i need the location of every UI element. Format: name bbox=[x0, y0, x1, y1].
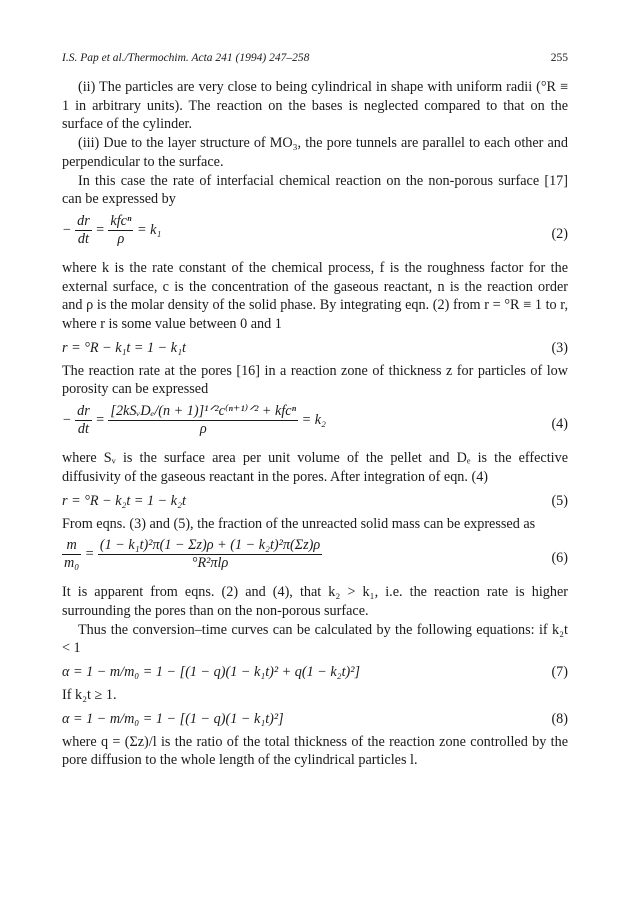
page-header bbox=[62, 52, 568, 64]
equation-number: (8) bbox=[551, 710, 568, 727]
equation-number: (7) bbox=[551, 664, 568, 681]
equation-number: (3) bbox=[551, 339, 568, 356]
paragraph-k-comparison: It is apparent from eqns. (2) and (4), that k₂ > k₁, i.e. the reaction rate is higher surrounding the pores than on the non-porous surface. bbox=[62, 584, 568, 619]
paragraph-conversion-time: Thus the conversion–time curves can be calculated by the following equations: if k₂t < 1 bbox=[62, 621, 568, 657]
paragraph-unreacted-mass: From eqns. (3) and (5), the fraction of the unreacted solid mass can be expressed as bbox=[62, 515, 536, 532]
equation-8: α = 1 − m/m₀ = 1 − [(1 − q)(1 − k₁t)²] (8) bbox=[62, 708, 568, 730]
equation-5: r = °R − k₂t = 1 − k₂t (5) bbox=[62, 490, 568, 512]
equation-number: (5) bbox=[551, 492, 568, 509]
equation-number: (4) bbox=[551, 416, 568, 433]
paragraph-definitions: where k is the rate constant of the chemical process, f is the roughness factor for the external surface, c is the concentration of the gaseous reactant, n is the reaction order and ρ is the molar density of the solid phase. By integrating eqn. (2) from r = °R ≡ 1 to r, where r is some value between 0 and 1 bbox=[62, 259, 568, 333]
paragraph-q-definition: where q = (Σz)/l is the ratio of the total thickness of the reaction zone controlled by the pore diffusion to the whole length of the cylindrical particles l. bbox=[62, 733, 568, 769]
equation-2: − $\frac{dr}{dt}$ = $\frac{\text{kfcⁿ}}{\rho}$ = k₁ (2) bbox=[62, 212, 568, 247]
paragraph-assumption-iii: (iii) Due to the layer structure of MO₃, the pore tunnels are parallel to each other and perpendicular to the surface. bbox=[62, 135, 568, 170]
equation-3: r = °R − k₁t = 1 − k₁t (3) bbox=[62, 337, 568, 359]
paragraph-pore-rate: The reaction rate at the pores [16] in a reaction zone of thickness z for particles of low porosity can be expressed bbox=[62, 362, 568, 398]
paragraph-sv-de: where Sᵥ is the surface area per unit volume of the pellet and Dₑ is the effective diffusivity of the gaseous reactant in the pores. After integration of eqn. (4) bbox=[62, 450, 568, 485]
equation-4: − $\frac{dr}{dt}$ = $\frac{\text{[2kSᵥDₑ/(n + 1)]¹ᐟ²c⁽ⁿ⁺¹⁾ᐟ² + kfcⁿ}}{\rho}$ = k₂ (4) bbox=[62, 403, 568, 438]
paragraph-rate-intro: In this case the rate of interfacial chemical reaction on the non-porous surface [17] can be expressed by bbox=[62, 172, 568, 208]
body-text bbox=[62, 78, 568, 770]
equation-7: α = 1 − m/m₀ = 1 − [(1 − q)(1 − k₁t)² + q(1 − k₂t)²] (7) bbox=[62, 661, 568, 683]
paragraph-condition: If k₂t ≥ 1. bbox=[62, 687, 117, 704]
paragraph-assumption-ii: (ii) The particles are very close to being cylindrical in shape with uniform radii (°R ≡ 1 in arbitrary units). The reaction on the bases is neglected compared to that on the surface of the cylinder. bbox=[62, 79, 568, 133]
running-head: I.S. Pap et al./Thermochim. Acta 241 (1994) 247–258 bbox=[62, 52, 310, 64]
page-number: 255 bbox=[550, 52, 568, 64]
equation-number: (6) bbox=[551, 550, 568, 567]
equation-6: $\frac{m}{\text{m₀}}$ = $\frac{\text{(1 − k₁t)²π(1 − Σz)ρ + (1 − k₂t)²π(Σz)ρ}}{\text{°R²πlρ}}$ (6) bbox=[64, 537, 568, 572]
equation-number: (2) bbox=[551, 225, 568, 242]
